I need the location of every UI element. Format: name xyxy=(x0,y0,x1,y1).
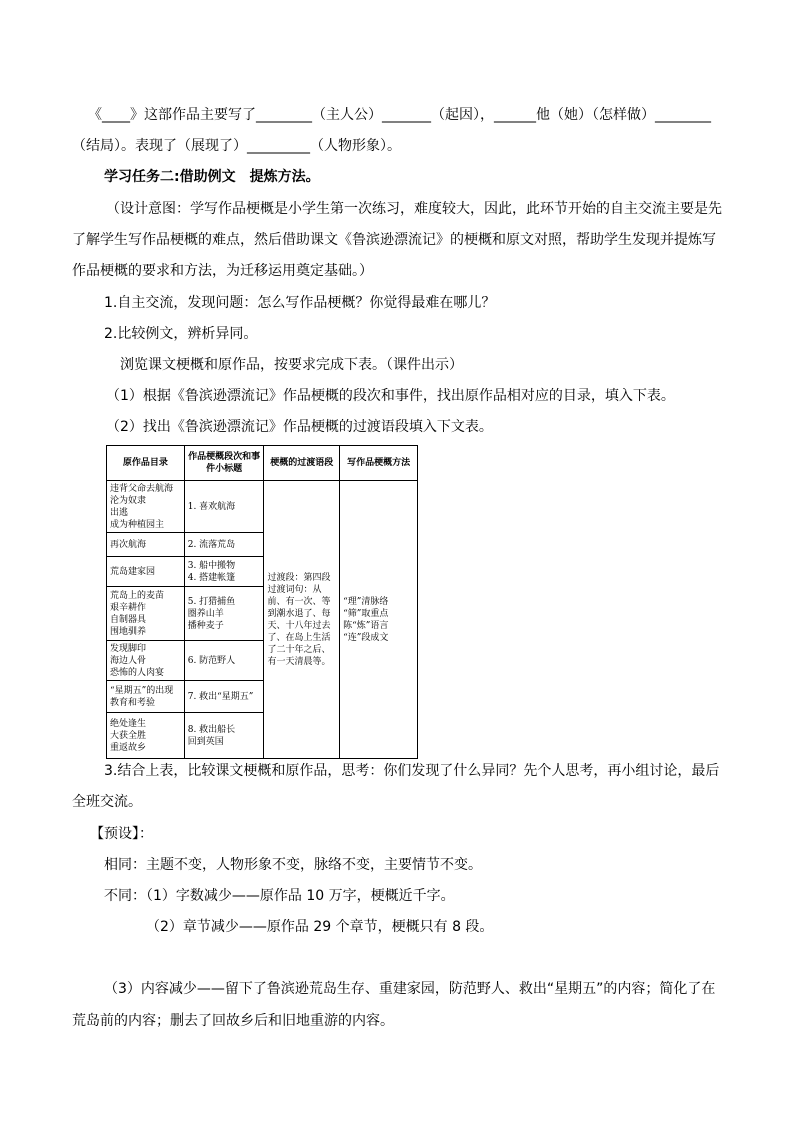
table-header: 梗概的过渡语段 xyxy=(264,446,340,481)
fill-blank-line-2: （结局）。表现了（展现了）_________（人物形象）。 xyxy=(72,138,401,154)
catalog-cell: 发现脚印 海边人骨 恐怖的人肉宴 xyxy=(107,641,185,681)
method-cell: “理”清脉络 “筛”取重点 陈“炼”语言 “连”段成文 xyxy=(340,481,418,759)
step-1: 1.自主交流，发现问题：怎么写作品梗概？你觉得最难在哪儿？ xyxy=(104,295,496,311)
task-heading: 学习任务二:借助例文 提炼方法。 xyxy=(104,169,320,185)
question-2: （2）找出《鲁滨逊漂流记》作品梗概的过渡语段填入下文表。 xyxy=(106,419,493,435)
design-intent-2: 了解学生写作品梗概的难点，然后借助课文《鲁滨逊漂流记》的梗概和原文对照，帮助学生发现并提炼写 xyxy=(72,232,716,248)
para-cell: 5. 打猎捕鱼 圈养山羊 播种麦子 xyxy=(184,587,264,641)
question-1: （1）根据《鲁滨逊漂流记》作品梗概的段次和事件，找出原作品相对应的目录，填入下表。 xyxy=(106,388,675,404)
browse-instruction: 浏览课文梗概和原作品，按要求完成下表。（课件出示） xyxy=(120,357,463,373)
para-cell: 7. 救出“星期五” xyxy=(184,681,264,713)
step-3-line-2: 全班交流。 xyxy=(72,794,142,810)
table-header: 写作品梗概方法 xyxy=(340,446,418,481)
catalog-cell: 荒岛建家园 xyxy=(107,557,185,587)
fill-blank-line-1: 《____》这部作品主要写了________（主人公）_______（起因），______他（她）（怎样做）________ xyxy=(88,107,711,123)
preset-diff-3-line-2: 荒岛前的内容；删去了回故乡后和旧地重游的内容。 xyxy=(72,1013,394,1029)
table-header: 原作品目录 xyxy=(107,446,185,481)
para-cell: 8. 救出船长 回到英国 xyxy=(184,713,264,759)
design-intent-3: 作品梗概的要求和方法，为迁移运用奠定基础。） xyxy=(72,263,373,279)
catalog-cell: 荒岛上的麦苗 艰辛耕作 自制器具 围地驯养 xyxy=(107,587,185,641)
catalog-cell: 违背父命去航海 沦为奴隶 出逃 成为种植园主 xyxy=(107,481,185,533)
preset-label: 【预设】： xyxy=(90,826,153,842)
preset-diff-1: 不同：（1）字数减少——原作品 10 万字，梗概近千字。 xyxy=(104,888,455,904)
para-cell: 2. 流落荒岛 xyxy=(184,533,264,557)
step-3-line-1: 3.结合上表，比较课文梗概和原作品，思考：你们发现了什么异同？先个人思考，再小组讨论，最后 xyxy=(104,763,720,779)
table-header-row xyxy=(107,446,418,481)
step-2: 2.比较例文，辨析异同。 xyxy=(104,326,258,342)
table-header: 作品梗概段次和事件小标题 xyxy=(184,446,264,481)
preset-diff-3-line-1: （3）内容减少——留下了鲁滨逊荒岛生存、重建家园，防范野人、救出“星期五”的内容；简化了在 xyxy=(104,981,716,997)
transition-cell: 过渡段：第四段 过渡词句：从前、有一次、等到潮水退了、每天、十八年过去了、在岛上生活了二十年之后、有一天清晨等。 xyxy=(264,481,340,759)
design-intent-1: （设计意图：学写作品梗概是小学生第一次练习，难度较大，因此，此环节开始的自主交流主要是先 xyxy=(106,201,722,217)
para-cell: 6. 防范野人 xyxy=(184,641,264,681)
preset-same: 相同：主题不变，人物形象不变，脉络不变，主要情节不变。 xyxy=(104,857,482,873)
para-cell: 3. 船中搬物 4. 搭建帐篷 xyxy=(184,557,264,587)
preset-diff-2: （2）章节减少——原作品 29 个章节，梗概只有 8 段。 xyxy=(146,919,494,935)
comparison-table xyxy=(106,445,418,759)
catalog-cell: “星期五”的出现 教育和考验 xyxy=(107,681,185,713)
para-cell: 1. 喜欢航海 xyxy=(184,481,264,533)
table-row xyxy=(107,481,418,533)
catalog-cell: 再次航海 xyxy=(107,533,185,557)
catalog-cell: 绝处逢生 大获全胜 重返故乡 xyxy=(107,713,185,759)
